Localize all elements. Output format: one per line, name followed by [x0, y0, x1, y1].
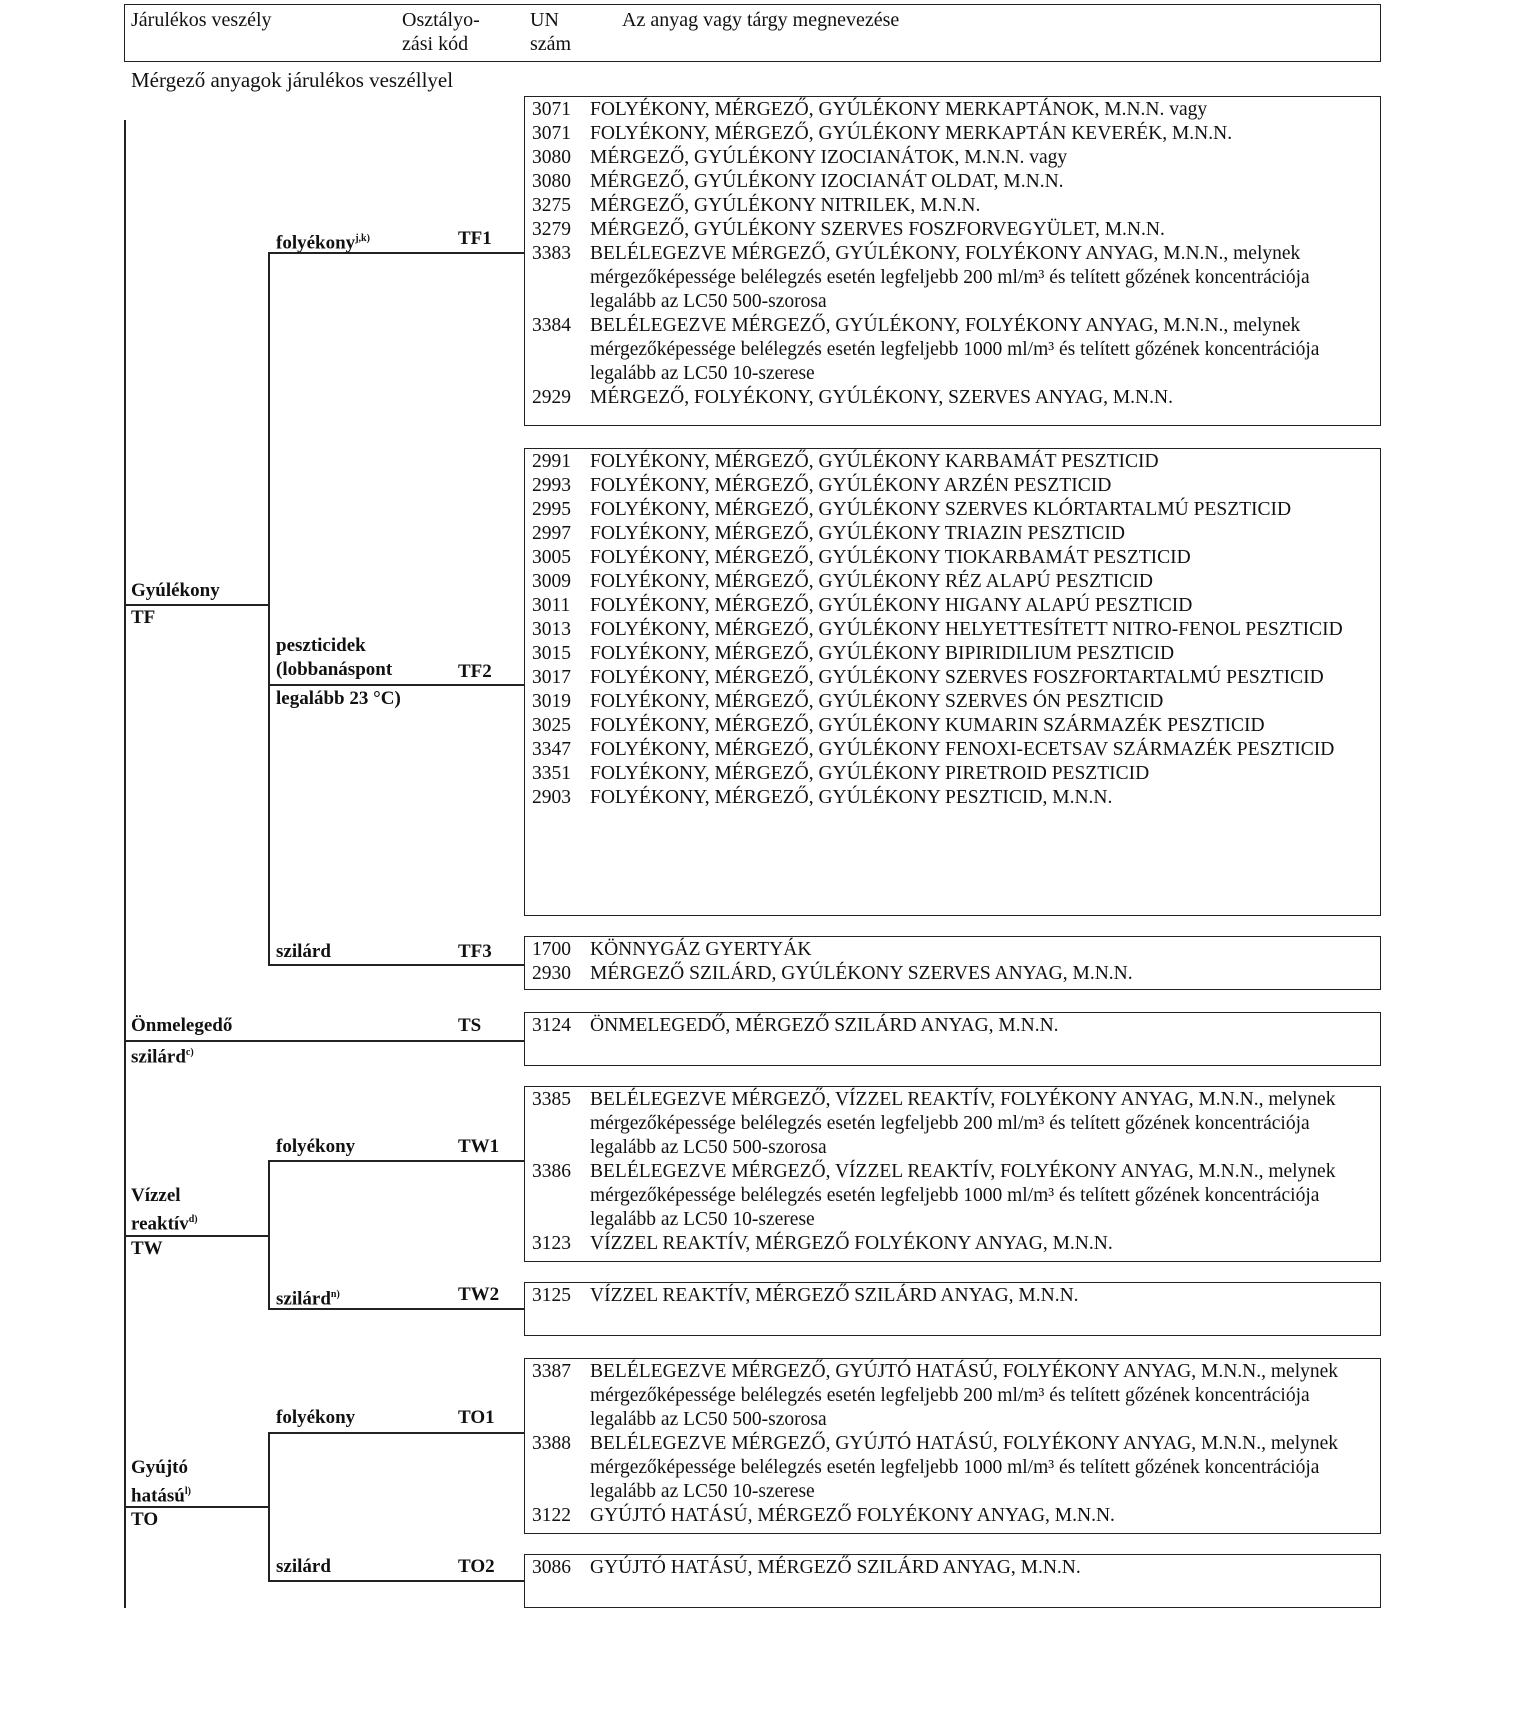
un-number: 3080 [532, 147, 571, 168]
group-code-tf: TF [131, 607, 156, 628]
un-number: 3080 [532, 171, 571, 192]
substance-name: MÉRGEZŐ SZILÁRD, GYÚLÉKONY SZERVES ANYAG, M.N.N. [590, 963, 1133, 984]
substance-name: FOLYÉKONY, MÉRGEZŐ, GYÚLÉKONY ARZÉN PESZTICID [590, 475, 1112, 496]
group-label-tw: Vízzel [131, 1185, 181, 1206]
un-number: 3086 [532, 1557, 571, 1578]
subgroup-code-tf3: TF3 [458, 941, 492, 962]
entry-row [525, 594, 1380, 618]
substance-name: FOLYÉKONY, MÉRGEZŐ, GYÚLÉKONY RÉZ ALAPÚ PESZTICID [590, 571, 1153, 592]
un-number: 3388 [532, 1433, 571, 1454]
entry-row [525, 546, 1380, 570]
entry-row [525, 170, 1380, 194]
substance-name: BELÉLEGEZVE MÉRGEZŐ, GYÚLÉKONY, FOLYÉKONY ANYAG, M.N.N., melynek mérgezőképessége belélegzés esetén legfeljebb 1000 ml/m³ és telített gőzének koncentrációja legalább az LC50 10-szerese [590, 315, 1320, 384]
subgroup-code-tf2: TF2 [458, 661, 492, 682]
substance-name: FOLYÉKONY, MÉRGEZŐ, GYÚLÉKONY SZERVES KLÓRTARTALMÚ PESZTICID [590, 499, 1292, 520]
group-code-to: TO [131, 1509, 159, 1530]
substance-name: MÉRGEZŐ, FOLYÉKONY, GYÚLÉKONY, SZERVES ANYAG, M.N.N. [590, 387, 1173, 408]
substance-name: BELÉLEGEZVE MÉRGEZŐ, GYÚLÉKONY, FOLYÉKONY ANYAG, M.N.N., melynek mérgezőképessége belélegzés esetén legfeljebb 200 ml/m³ és telített gőzének koncentrációja legalább az LC50 500-szorosa [590, 243, 1310, 312]
subgroup-label-tw1: folyékony [276, 1136, 356, 1157]
un-number: 2993 [532, 475, 571, 496]
substance-name: FOLYÉKONY, MÉRGEZŐ, GYÚLÉKONY BIPIRIDILIUM PESZTICID [590, 643, 1175, 664]
group-label-ts-text: szilárd [131, 1046, 186, 1068]
subgroup-code-tw2: TW2 [458, 1284, 500, 1305]
header-col-hazard: Járulékos veszély [131, 9, 272, 31]
un-number: 3347 [532, 739, 571, 760]
subgroup-label-to1: folyékony [276, 1407, 356, 1428]
entry-row [525, 242, 1380, 314]
subgroup-label-to2: szilárd [276, 1556, 331, 1577]
subgroup-code-tf1: TF1 [458, 228, 492, 249]
un-number: 3383 [532, 243, 571, 264]
subgroup-code-to2: TO2 [458, 1556, 495, 1577]
entry-row [525, 1284, 1380, 1308]
substance-name: BELÉLEGEZVE MÉRGEZŐ, VÍZZEL REAKTÍV, FOLYÉKONY ANYAG, M.N.N., melynek mérgezőképessége belélegzés esetén legfeljebb 1000 ml/m³ és telített gőzének koncentrációja legalább az LC50 10-szerese [590, 1161, 1336, 1230]
substance-name: FOLYÉKONY, MÉRGEZŐ, GYÚLÉKONY SZERVES ÓN PESZTICID [590, 691, 1164, 712]
entry-row [525, 570, 1380, 594]
header-col-code: Osztályo- zási kód [402, 9, 480, 55]
un-number: 3009 [532, 571, 571, 592]
group-label-to-2 [131, 1480, 191, 1508]
substance-name: FOLYÉKONY, MÉRGEZŐ, GYÚLÉKONY MERKAPTÁN KEVERÉK, M.N.N. [590, 123, 1233, 144]
un-number: 3386 [532, 1161, 571, 1182]
tree-main-line [124, 120, 126, 1608]
substance-name: MÉRGEZŐ, GYÚLÉKONY IZOCIANÁT OLDAT, M.N.N. [590, 171, 1064, 192]
entry-box-to2 [524, 1554, 1381, 1608]
un-number: 2995 [532, 499, 571, 520]
tree-tw-line [268, 1160, 270, 1309]
un-number: 2903 [532, 787, 571, 808]
group-code-tw: TW [131, 1238, 163, 1259]
header-col-un: UN szám [530, 9, 572, 55]
group-label-tw-text: reaktív [131, 1213, 189, 1235]
subgroup-label-tf2-1: peszticidek [276, 635, 366, 656]
substance-name: GYÚJTÓ HATÁSÚ, MÉRGEZŐ SZILÁRD ANYAG, M.N.N. [590, 1557, 1081, 1578]
group-label-ts: Önmelegedő [131, 1015, 233, 1036]
substance-name: FOLYÉKONY, MÉRGEZŐ, GYÚLÉKONY PESZTICID, M.N.N. [590, 787, 1113, 808]
group-label-ts-2 [131, 1041, 194, 1069]
entry-row [525, 642, 1380, 666]
un-number: 2929 [532, 387, 571, 408]
un-number: 2930 [532, 963, 571, 984]
tree-to-line [268, 1432, 270, 1581]
entry-box-ts [524, 1012, 1381, 1066]
entry-row [525, 122, 1380, 146]
un-number: 3123 [532, 1233, 571, 1254]
group-label-to: Gyújtó [131, 1457, 188, 1478]
substance-name: BELÉLEGEZVE MÉRGEZŐ, GYÚJTÓ HATÁSÚ, FOLYÉKONY ANYAG, M.N.N., melynek mérgezőképessége belélegzés esetén legfeljebb 1000 ml/m³ és telített gőzének koncentrációja legalább az LC50 10-szerese [590, 1433, 1339, 1502]
entry-row [525, 962, 1380, 986]
entry-row [525, 386, 1380, 410]
footnote-ref: c) [185, 1047, 194, 1058]
header-col-name: Az anyag vagy tárgy megnevezése [622, 9, 900, 31]
un-number: 3387 [532, 1361, 571, 1382]
group-label-to-text: hatású [131, 1485, 185, 1507]
un-number: 3011 [532, 595, 571, 616]
un-number: 3275 [532, 195, 571, 216]
un-number: 3013 [532, 619, 571, 640]
entry-row [525, 450, 1380, 474]
un-number: 3279 [532, 219, 571, 240]
substance-name: FOLYÉKONY, MÉRGEZŐ, GYÚLÉKONY PIRETROID PESZTICID [590, 763, 1150, 784]
entry-row [525, 218, 1380, 242]
substance-name: FOLYÉKONY, MÉRGEZŐ, GYÚLÉKONY SZERVES FOSZFORTARTALMÚ PESZTICID [590, 667, 1324, 688]
substance-name: BELÉLEGEZVE MÉRGEZŐ, GYÚJTÓ HATÁSÚ, FOLYÉKONY ANYAG, M.N.N., melynek mérgezőképessége belélegzés esetén legfeljebb 200 ml/m³ és telített gőzének koncentrációja legalább az LC50 500-szorosa [590, 1361, 1339, 1430]
un-number: 3025 [532, 715, 571, 736]
substance-name: FOLYÉKONY, MÉRGEZŐ, GYÚLÉKONY KARBAMÁT PESZTICID [590, 451, 1159, 472]
substance-name: ÖNMELEGEDŐ, MÉRGEZŐ SZILÁRD ANYAG, M.N.N. [590, 1015, 1059, 1036]
tree-tf-line [268, 252, 270, 964]
substance-name: BELÉLEGEZVE MÉRGEZŐ, VÍZZEL REAKTÍV, FOLYÉKONY ANYAG, M.N.N., melynek mérgezőképessége belélegzés esetén legfeljebb 200 ml/m³ és telített gőzének koncentrációja legalább az LC50 500-szorosa [590, 1089, 1336, 1158]
un-number: 3351 [532, 763, 571, 784]
entry-row [525, 1504, 1380, 1528]
substance-name: FOLYÉKONY, MÉRGEZŐ, GYÚLÉKONY HIGANY ALAPÚ PESZTICID [590, 595, 1193, 616]
section-subtitle: Mérgező anyagok járulékos veszéllyel [131, 68, 454, 92]
footnote-ref: n) [330, 1289, 340, 1300]
entry-row [525, 1160, 1380, 1232]
footnote-ref: j,k) [355, 233, 370, 244]
un-number: 2991 [532, 451, 571, 472]
entry-row [525, 314, 1380, 386]
un-number: 1700 [532, 939, 571, 960]
entry-row [525, 786, 1380, 810]
footnote-ref: d) [188, 1214, 198, 1225]
entry-row [525, 618, 1380, 642]
group-label-tf: Gyúlékony [131, 580, 220, 601]
tree-branch-to2 [268, 1580, 524, 1582]
substance-name: MÉRGEZŐ, GYÚLÉKONY SZERVES FOSZFORVEGYÜLET, M.N.N. [590, 219, 1165, 240]
substance-name: MÉRGEZŐ, GYÚLÉKONY IZOCIANÁTOK, M.N.N. vagy [590, 147, 1068, 168]
un-number: 2997 [532, 523, 571, 544]
entry-row [525, 474, 1380, 498]
entry-row [525, 1088, 1380, 1160]
entry-row [525, 1556, 1380, 1580]
substance-name: VÍZZEL REAKTÍV, MÉRGEZŐ SZILÁRD ANYAG, M.N.N. [590, 1285, 1079, 1306]
entry-row [525, 714, 1380, 738]
entry-row [525, 498, 1380, 522]
entry-box-tw2 [524, 1282, 1381, 1336]
un-number: 3385 [532, 1089, 571, 1110]
substance-name: FOLYÉKONY, MÉRGEZŐ, GYÚLÉKONY TRIAZIN PESZTICID [590, 523, 1125, 544]
entry-row [525, 146, 1380, 170]
entry-row [525, 938, 1380, 962]
un-number: 3122 [532, 1505, 571, 1526]
entry-box-tf2 [524, 448, 1381, 916]
substance-name: MÉRGEZŐ, GYÚLÉKONY NITRILEK, M.N.N. [590, 195, 981, 216]
subgroup-code-tw1: TW1 [458, 1136, 500, 1157]
un-number: 3124 [532, 1015, 571, 1036]
tree-branch-tf2 [268, 684, 524, 686]
entry-box-tf3 [524, 936, 1381, 990]
substance-name: FOLYÉKONY, MÉRGEZŐ, GYÚLÉKONY FENOXI-ECETSAV SZÁRMAZÉK PESZTICID [590, 739, 1335, 760]
entry-row [525, 194, 1380, 218]
tree-branch-to1 [268, 1432, 524, 1434]
un-number: 3005 [532, 547, 571, 568]
subgroup-label-tf1-text: folyékony [276, 232, 356, 254]
entry-row [525, 1014, 1380, 1038]
subgroup-label-tw2 [276, 1283, 340, 1311]
subgroup-label-tf2-3: legalább 23 °C) [276, 688, 401, 709]
subgroup-label-tf2-2: (lobbanáspont [276, 659, 393, 680]
subgroup-label-tw2-text: szilárd [276, 1288, 331, 1310]
substance-name: FOLYÉKONY, MÉRGEZŐ, GYÚLÉKONY HELYETTESÍTETT NITRO-FENOL PESZTICID [590, 619, 1343, 640]
substance-name: GYÚJTÓ HATÁSÚ, MÉRGEZŐ FOLYÉKONY ANYAG, M.N.N. [590, 1505, 1115, 1526]
un-number: 3071 [532, 99, 571, 120]
entry-row [525, 666, 1380, 690]
entry-row [525, 1232, 1380, 1256]
subgroup-label-tf1 [276, 227, 370, 255]
substance-name: KÖNNYGÁZ GYERTYÁK [590, 939, 812, 960]
un-number: 3015 [532, 643, 571, 664]
entry-box-to1 [524, 1358, 1381, 1534]
footnote-ref: l) [184, 1486, 191, 1497]
subgroup-label-tf3: szilárd [276, 941, 331, 962]
tree-branch-tf3 [268, 964, 524, 966]
entry-row [525, 1432, 1380, 1504]
entry-box-tw1 [524, 1086, 1381, 1262]
entry-row [525, 690, 1380, 714]
substance-name: VÍZZEL REAKTÍV, MÉRGEZŐ FOLYÉKONY ANYAG, M.N.N. [590, 1233, 1113, 1254]
un-number: 3071 [532, 123, 571, 144]
entry-row [525, 1360, 1380, 1432]
un-number: 3019 [532, 691, 571, 712]
substance-name: FOLYÉKONY, MÉRGEZŐ, GYÚLÉKONY TIOKARBAMÁT PESZTICID [590, 547, 1191, 568]
un-number: 3384 [532, 315, 571, 336]
un-number: 3125 [532, 1285, 571, 1306]
entry-row [525, 738, 1380, 762]
entry-row [525, 762, 1380, 786]
substance-name: FOLYÉKONY, MÉRGEZŐ, GYÚLÉKONY MERKAPTÁNOK, M.N.N. vagy [590, 99, 1208, 120]
substance-name: FOLYÉKONY, MÉRGEZŐ, GYÚLÉKONY KUMARIN SZÁRMAZÉK PESZTICID [590, 715, 1265, 736]
entry-row [525, 522, 1380, 546]
subgroup-code-to1: TO1 [458, 1407, 495, 1428]
un-number: 3017 [532, 667, 571, 688]
entry-box-tf1 [524, 96, 1381, 426]
entry-row [525, 98, 1380, 122]
group-label-tw-2 [131, 1208, 198, 1236]
tree-branch-tw1 [268, 1160, 524, 1162]
group-code-ts: TS [458, 1015, 482, 1036]
